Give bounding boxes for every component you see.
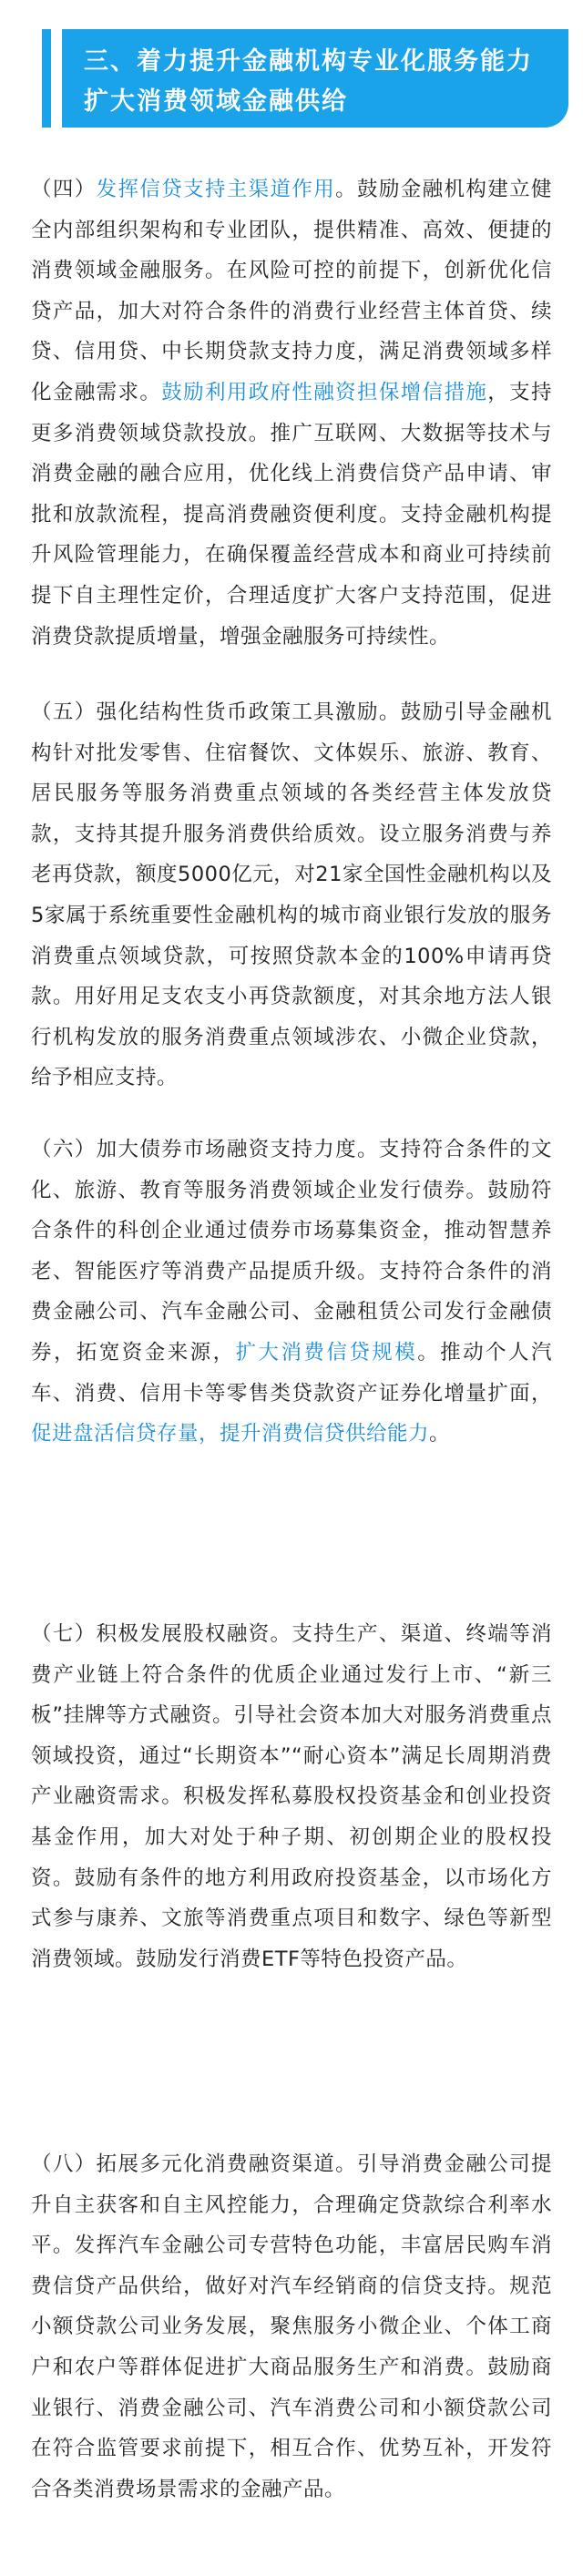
- paragraph-text: ，支持更多消费领域贷款投放。推广互联网、大数据等技术与消费金融的融合应用，优化线上消费信贷产品申请、审批和放款流程，提高消费融资便利度。支持金融机构提升风险管理能力，在确保覆盖经营成本和商业可持续前提下自主理性定价，合理适度扩大客户支持范围，促进消费贷款提质增量，增强金融服务可持续性。: [31, 380, 552, 649]
- paragraph-section-7: [31, 1614, 552, 1979]
- paragraph-text: 。: [429, 1422, 451, 1446]
- highlight-phrase: 发挥信贷支持主渠道作用: [96, 178, 336, 201]
- highlight-phrase: 扩大消费信贷规模: [235, 1340, 418, 1365]
- paragraph-text: （六）加大债券市场融资支持力度。支持符合条件的文化、旅游、教育等服务消费领域企业发行债券。鼓励符合条件的科创企业通过债券市场募集资金，推动智慧养老、智能医疗等消费产品提质升级。支持符合条件的消费金融公司、汽车金融公司、金融租赁公司发行金融债券，拓宽资金来源，: [31, 1138, 552, 1365]
- header-accent-bar: [42, 29, 51, 128]
- paragraph-text: 。推动个人汽车、消费、信用卡等零售类贷款资产证券化增量扩面，: [31, 1340, 552, 1406]
- paragraph-section-6: [31, 1130, 552, 1455]
- section-header-banner: [62, 29, 568, 128]
- paragraph-text: （四）: [31, 178, 97, 201]
- highlight-phrase: 鼓励利用政府性融资担保增信措施: [161, 380, 488, 404]
- paragraph-text: （五）强化结构性货币政策工具激励。鼓励引导金融机构针对批发零售、住宿餐饮、文体娱乐、旅游、教育、居民服务等服务消费重点领域的各类经营主体发放贷款，支持其提升服务消费供给质效。设立服务消费与养老再贷款，额度5000亿元，对21家全国性金融机构以及5家属于系统重要性金融机构的城市商业银行发放的服务消费重点领域贷款，可按照贷款本金的100%申请再贷款。用好用足支农支小再贷款额度，对其余地方法人银行机构发放的服务消费重点领域涉农、小微企业贷款，给予相应支持。: [31, 700, 552, 1090]
- paragraph-section-8: [31, 2144, 552, 2510]
- paragraph-section-5: [31, 692, 552, 1099]
- paragraph-section-4: [31, 169, 552, 657]
- paragraph-text: （七）积极发展股权融资。支持生产、渠道、终端等消费产业链上符合条件的优质企业通过发行上市、“新三板”挂牌等方式融资。引导社会资本加大对服务消费重点领域投资，通过“长期资本”“耐心资本”满足长周期消费产业融资需求。积极发挥私募股权投资基金和创业投资基金作用，加大对处于种子期、初创期企业的股权投资。鼓励有条件的地方利用政府投资基金，以市场化方式参与康养、文旅等消费重点项目和数字、绿色等新型消费领域。鼓励发行消费ETF等特色投资产品。: [31, 1622, 552, 1971]
- paragraph-text: （八）拓展多元化消费融资渠道。引导消费金融公司提升自主获客和自主风控能力，合理确定贷款综合利率水平。发挥汽车金融公司专营特色功能，丰富居民购车消费信贷产品供给，做好对汽车经销商的信贷支持。规范小额贷款公司业务发展，聚焦服务小微企业、个体工商户和农户等群体促进扩大商品服务生产和消费。鼓励商业银行、消费金融公司、汽车消费公司和小额贷款公司在符合监管要求前提下，相互合作、优势互补，开发符合各类消费场景需求的金融产品。: [31, 2152, 552, 2501]
- header-title-line-1: 三、着力提升金融机构专业化服务能力: [84, 47, 533, 76]
- highlight-phrase: 促进盘活信贷存量，提升消费信贷供给能力: [31, 1422, 430, 1446]
- paragraph-text: 。鼓励金融机构建立健全内部组织架构和专业团队，提供精准、高效、便捷的消费领域金融服务。在风险可控的前提下，创新优化信贷产品，加大对符合条件的消费行业经营主体首贷、续贷、信用贷、中长期贷款支持力度，满足消费领域多样化金融需求。: [31, 178, 552, 404]
- header-title-line-2: 扩大消费领域金融供给: [84, 87, 348, 116]
